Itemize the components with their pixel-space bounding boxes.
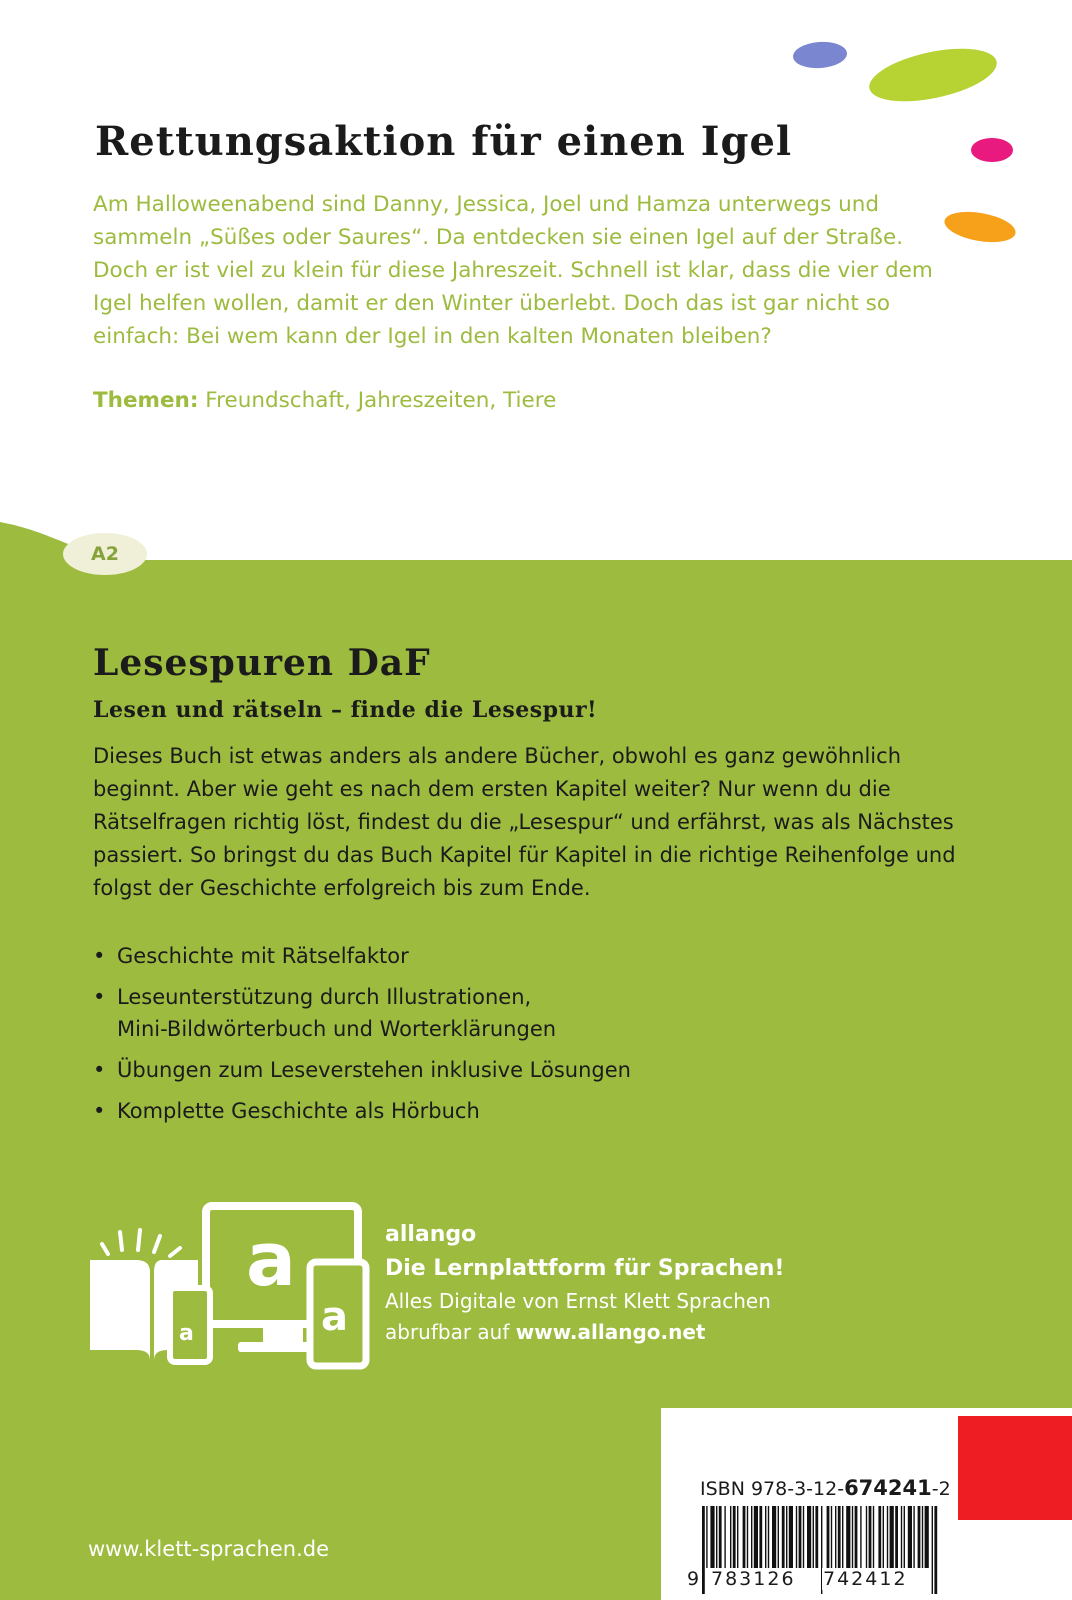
barcode-bar: [815, 1506, 818, 1568]
level-badge: A2: [63, 533, 147, 575]
barcode-bar: [796, 1506, 797, 1568]
isbn-label: ISBN 978-3-12-674241-2: [700, 1476, 951, 1500]
barcode-bar: [813, 1506, 814, 1568]
book-title: Rettungsaktion für einen Igel: [95, 118, 793, 165]
barcode-bar: [733, 1506, 736, 1568]
barcode-bar: [890, 1506, 894, 1568]
barcode-bar: [918, 1506, 921, 1568]
barcode-bar: [759, 1506, 762, 1568]
bullet: •: [93, 1099, 106, 1123]
phone-letter: a: [179, 1321, 194, 1346]
barcode-bar: [873, 1506, 874, 1568]
feature-item: • Komplette Geschichte als Hörbuch: [93, 1095, 893, 1127]
barcode-bar: [803, 1506, 804, 1568]
barcode-bar: [719, 1506, 722, 1568]
themes-label: Themen:: [93, 388, 199, 413]
barcode-bar: [860, 1506, 861, 1568]
barcode-bar: [904, 1506, 905, 1568]
barcode-bar: [913, 1506, 914, 1568]
barcode-bar: [706, 1506, 707, 1568]
barcode-bar: [799, 1506, 802, 1568]
allango-line1: Alles Digitale von Ernst Klett Sprachen: [385, 1289, 771, 1313]
barcode-bar: [842, 1506, 843, 1568]
barcode-bar: [807, 1506, 811, 1568]
monitor-letter: a: [246, 1217, 296, 1303]
barcode-bar: [838, 1506, 841, 1568]
barcode-bar: [730, 1506, 731, 1568]
barcode-bar: [852, 1506, 853, 1568]
barcode-bar: [869, 1506, 872, 1568]
barcode-bar: [895, 1506, 898, 1568]
barcode-bar: [724, 1506, 725, 1568]
barcode-bar: [866, 1506, 867, 1568]
tablet-letter: a: [321, 1294, 348, 1340]
barcode-bar: [751, 1506, 752, 1568]
barcode-bar: [883, 1506, 884, 1568]
barcode-bar: [878, 1506, 881, 1568]
barcode-digit-first: 9: [687, 1568, 700, 1590]
series-subtitle: Lesen und rätseln – finde die Lesespur!: [93, 697, 598, 723]
feature-item: • Leseunterstützung durch Illustrationen, Mini-Bildwörterbuch und Worterklärungen: [93, 981, 577, 1045]
barcode-bar: [716, 1506, 717, 1568]
barcode-bar: [737, 1506, 738, 1568]
feature-item: • Übungen zum Leseverstehen inklusive Lösungen: [93, 1054, 893, 1086]
allango-block: [385, 1218, 784, 1348]
feature-item: • Geschichte mit Rätselfaktor: [93, 940, 893, 972]
red-tab: [958, 1416, 1072, 1520]
barcode-bar: [835, 1506, 836, 1568]
allango-claim: Die Lernplattform für Sprachen!: [385, 1256, 785, 1281]
barcode-bar: [768, 1506, 769, 1568]
barcode-bar: [855, 1506, 858, 1568]
barcode-bar: [887, 1506, 888, 1568]
barcode-bar: [743, 1506, 746, 1568]
barcode-bar: [908, 1506, 912, 1568]
series-description: Dieses Buch ist etwas anders als andere Bücher, obwohl es ganz gewöhnlich beginnt. Aber wie geht es nach dem ersten Kapitel weiter? Nur wenn du die Rätselfragen richtig löst, findest du die „Lesespur“ und erfährst, was als Nächstes passiert. So bringst du das Buch Kapitel für Kapitel in die richtige Reihenfolge und folgst der Geschichte erfolgreich bis zum Ende.: [93, 744, 956, 900]
barcode-bar: [831, 1506, 832, 1568]
series-title: Lesespuren DaF: [93, 642, 431, 684]
barcode-bar: [786, 1506, 787, 1568]
bullet: •: [93, 944, 106, 968]
book-intro: Am Halloweenabend sind Danny, Jessica, Joel und Hamza unterwegs und sammeln „Süßes oder Saures“. Da entdecken sie einen Igel auf der Straße. Doch er ist viel zu klein für diese Jahreszeit. Schnell ist klar, dass die vier dem Igel helfen wollen, damit er den Winter überlebt. Doch das ist gar nicht so einfach: Bei wem kann der Igel in den kalten Monaten bleiben?: [93, 192, 933, 349]
barcode-bar: [827, 1506, 830, 1568]
barcode-bar: [765, 1506, 766, 1568]
allango-brand: allango: [385, 1222, 477, 1247]
allango-url-link[interactable]: www.allango.net: [515, 1320, 706, 1344]
barcode-bar: [702, 1506, 705, 1594]
bullet: •: [93, 1058, 106, 1082]
themes-value: Freundschaft, Jahreszeiten, Tiere: [205, 388, 557, 413]
barcode-digit-group2: 742412: [823, 1568, 908, 1590]
allango-line2: abrufbar auf www.allango.net: [385, 1320, 706, 1344]
barcode-bar: [754, 1506, 758, 1568]
barcode-bar: [747, 1506, 748, 1568]
bullet: •: [93, 985, 106, 1009]
barcode-bar: [789, 1506, 793, 1568]
barcode-bar: [925, 1506, 929, 1568]
barcode-bar: [772, 1506, 776, 1568]
publisher-website-link[interactable]: www.klett-sprachen.de: [88, 1537, 330, 1561]
barcode-digit-group1: 783126: [711, 1568, 796, 1590]
barcode-bar: [778, 1506, 779, 1568]
feature-list: [93, 940, 893, 1136]
allango-devices-icon: [88, 1200, 378, 1375]
barcode-bar: [901, 1506, 902, 1568]
barcode-bar: [846, 1506, 850, 1568]
barcode-bar: [922, 1506, 923, 1568]
barcode-bar: [934, 1506, 937, 1594]
barcode-bar: [782, 1506, 785, 1568]
barcode-bar: [710, 1506, 714, 1568]
barcode-bar: [932, 1506, 933, 1594]
